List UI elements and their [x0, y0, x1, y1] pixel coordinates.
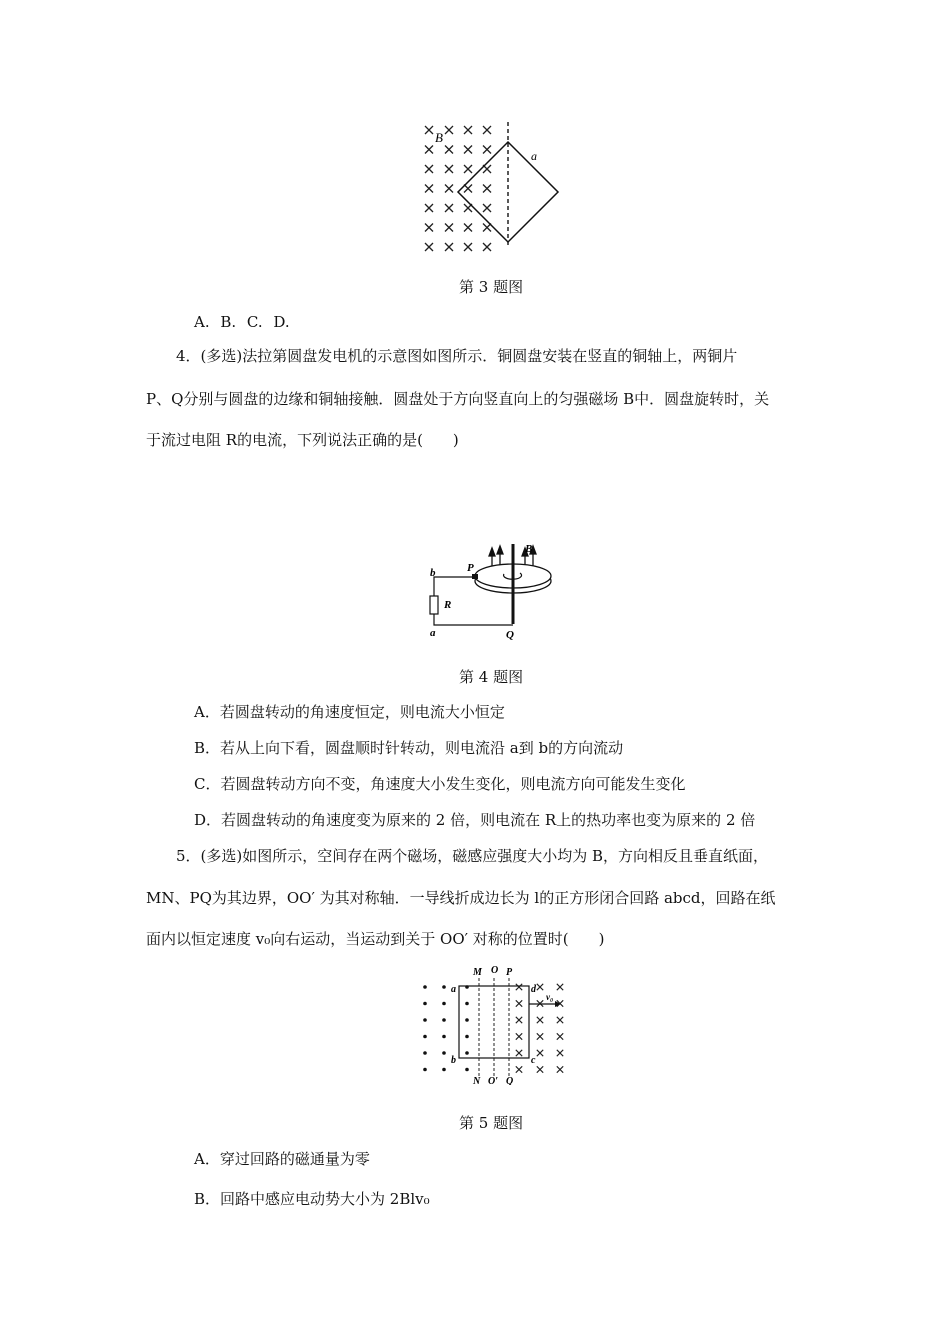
- label-b: b: [451, 1055, 456, 1066]
- figure-5: [415, 960, 575, 1085]
- label-b: b: [430, 567, 436, 579]
- field-crosses: [516, 984, 563, 1073]
- label-P: P: [506, 967, 513, 978]
- resistor-R: [430, 596, 438, 614]
- label-O: O: [491, 965, 499, 976]
- square-loop-abcd: [459, 986, 529, 1058]
- q4-stem-line-2: P、Q分别与圆盘的边缘和铜轴接触．圆盘处于方向竖直向上的匀强磁场 B中．圆盘旋转时，关: [146, 390, 770, 408]
- q3-options: A. B. C. D.: [194, 313, 290, 331]
- label-O-prime: O′: [488, 1076, 499, 1085]
- q4-option-b: B．若从上向下看，圆盘顺时针转动，则电流沿 a到 b的方向流动: [194, 739, 624, 757]
- figure-3-caption: 第 3 题图: [459, 278, 524, 296]
- circuit-wire-bottom: [434, 614, 513, 625]
- q4-stem-line-3: 于流过电阻 R的电流，下列说法正确的是( ): [146, 431, 459, 449]
- label-a: a: [531, 149, 537, 163]
- label-a: a: [451, 984, 456, 995]
- label-N: N: [473, 1076, 481, 1085]
- label-v0: v₀: [546, 992, 554, 1002]
- label-Q: Q: [506, 629, 514, 641]
- q5-option-a: A．穿过回路的磁通量为零: [194, 1150, 370, 1168]
- q5-stem-line-1: 5．(多选)如图所示，空间存在两个磁场，磁感应强度大小均为 B，方向相反且垂直纸面，: [176, 847, 769, 865]
- label-P: P: [467, 562, 474, 574]
- label-B: B: [525, 543, 533, 555]
- label-a: a: [430, 627, 436, 639]
- label-Q: Q: [506, 1076, 514, 1085]
- q5-stem-line-3: 面内以恒定速度 v₀向右运动，当运动到关于 OO′ 对称的位置时( ): [146, 930, 605, 948]
- figure-4-caption: 第 4 题图: [459, 668, 524, 686]
- q4-stem-line-1: 4．(多选)法拉第圆盘发电机的示意图如图所示．铜圆盘安装在竖直的铜轴上，两铜片: [176, 347, 738, 365]
- q5-option-b: B．回路中感应电动势大小为 2Blv₀: [194, 1190, 430, 1208]
- figure-5-caption: 第 5 题图: [459, 1114, 524, 1132]
- figure-3: [415, 118, 565, 256]
- q4-option-c: C．若圆盘转动方向不变，角速度大小发生变化，则电流方向可能发生变化: [194, 775, 686, 793]
- brush-P: [472, 574, 478, 579]
- label-M: M: [473, 967, 482, 978]
- q5-stem-line-2: MN、PQ为其边界，OO′ 为其对称轴．一导线折成边长为 l的正方形闭合回路 abcd，回路在纸: [146, 889, 776, 907]
- figure-4: [420, 538, 570, 643]
- label-B: B: [435, 130, 443, 145]
- circuit-wire: [434, 577, 476, 596]
- q4-option-d: D．若圆盘转动的角速度变为原来的 2 倍，则电流在 R上的热功率也变为原来的 2 倍: [194, 811, 756, 829]
- q4-option-a: A．若圆盘转动的角速度恒定，则电流大小恒定: [194, 703, 505, 721]
- label-R: R: [444, 599, 452, 611]
- label-d: d: [531, 984, 536, 995]
- label-c: c: [531, 1055, 536, 1066]
